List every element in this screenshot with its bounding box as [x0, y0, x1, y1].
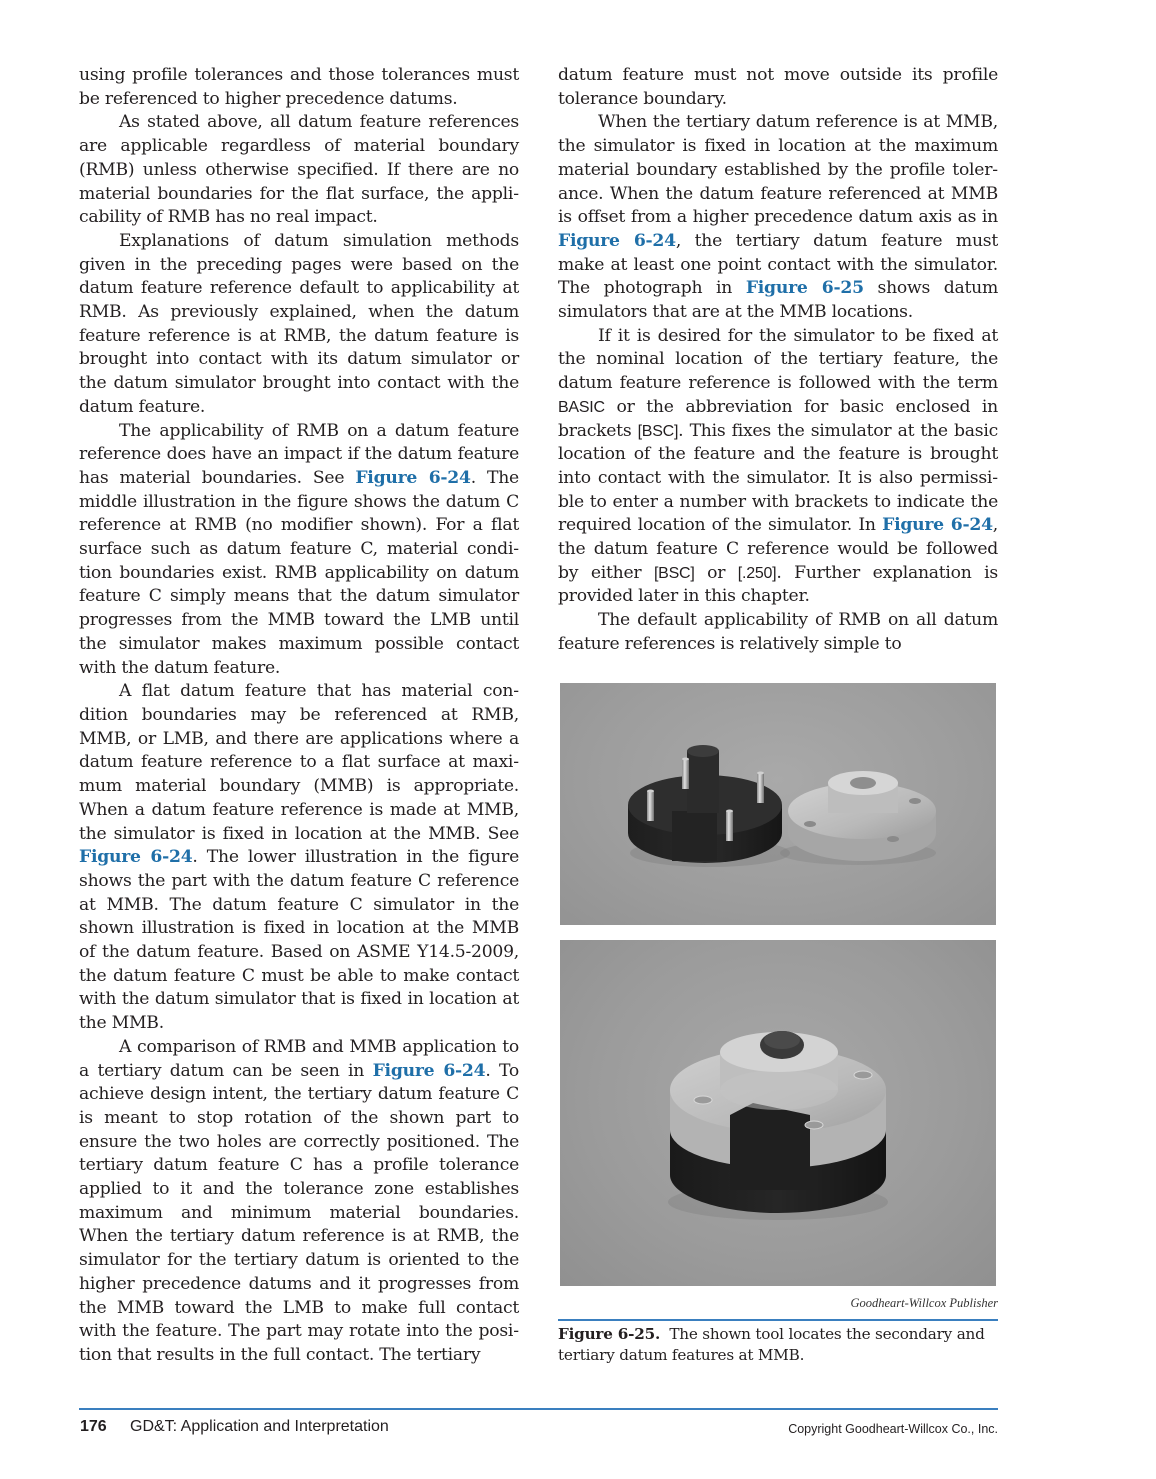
body-text: , the datum feature C reference would be followed by either: [558, 515, 998, 583]
figure-reference-link[interactable]: Figure 6-24: [79, 847, 193, 868]
body-text: . To achieve design intent, the tertiary datum feature C is meant to stop rotation of the shown part to ensure the two holes are correctly positioned. The tertiary datum feature C has a profile tolerance applied to it and the tolerance zone establishes maximum and minimum material boundaries. When the tertiary datum reference is at RMB, the simulator for the tertiary datum is oriented to the higher precedence datums and it progresses from the MMB toward the LMB to make full contact with the feature. The part may rotate into the position that results in the full contact. The tertiary: [79, 1060, 520, 1365]
figure-reference-link[interactable]: Figure 6-24: [882, 515, 993, 536]
body-paragraph: [79, 420, 519, 681]
part-mounted-on-simulator-photo: [560, 940, 996, 1286]
body-paragraph: [79, 230, 519, 420]
photo-credit: Goodheart-Willcox Publisher: [850, 1296, 998, 1310]
body-text: . The lower illustration in the figure shows the part with the datum feature C reference at MMB. The datum feature C simulator in the shown illustration is fixed in location at the MMB of the datum feature. Based on ASME Y14.5-2009, the datum feature C must be able to make contact with the datum simulator that is fixed in location at the MMB.: [79, 847, 520, 1034]
body-text: or the abbreviation for basic enclosed in brackets: [558, 396, 998, 441]
body-text: shows datum simulators that are at the MMB locations.: [558, 278, 998, 323]
body-text: If it is desired for the simulator to be fixed at the nominal location of the tertiary feature, the datum feature reference is followed with the term: [558, 325, 998, 394]
modifier-term: [BSC]: [637, 422, 679, 440]
modifier-term: [.250]: [737, 564, 777, 582]
body-text: When the tertiary datum reference is at MMB, the simulator is fixed in location at the maximum material boundary established by the profile tolerance. When the datum feature referenced at MMB is offset from a higher precedence datum axis as in: [558, 112, 998, 228]
figure-reference-link[interactable]: Figure 6-24: [372, 1060, 486, 1081]
body-text: . This fixes the simulator at the basic location of the feature and the feature is brought into contact with the simulator. It is also permissible to enter a number with brackets to indicate the required location of the simulator. In: [558, 420, 998, 536]
right-text-column: [558, 64, 998, 657]
body-text: The default applicability of RMB on all datum feature references is relatively simple to: [558, 610, 998, 654]
caption-rule: [558, 1319, 998, 1321]
simulator-and-part-separated-photo: [560, 683, 996, 925]
part-on-simulator-photo-illustration: [560, 940, 996, 1286]
body-text: . The middle illustration in the figure shows the datum C reference at RMB (no modifier shown). For a flat surface such as datum feature C, material condition boundaries exist. RMB applicability on datum feature C simply means that the datum simulator progresses from the MMB toward the LMB until the simulator makes maximum possible contact with the datum feature.: [79, 467, 519, 678]
modifier-term: BASIC: [558, 398, 605, 416]
body-paragraph: [79, 111, 519, 230]
body-text: A comparison of RMB and MMB application to a tertiary datum can be seen in: [79, 1036, 519, 1081]
body-text: The applicability of RMB on a datum feature reference does have an impact if the datum feature has material boundaries. See: [79, 420, 519, 488]
book-title: GD&T: Application and Interpretation: [130, 1418, 389, 1435]
body-text: . Further explanation is provided later in this chapter.: [558, 562, 999, 607]
figure-caption-label: Figure 6-25.: [558, 1325, 661, 1343]
body-paragraph: [79, 680, 519, 1036]
body-text: As stated above, all datum feature references are applicable regardless of material boundary (RMB) unless otherwise specified. If there are no material boundaries for the flat surface, the applicability of RMB has no real impact.: [79, 112, 519, 228]
page-number: 176: [80, 1418, 107, 1435]
left-text-column: [79, 64, 519, 1368]
body-text: using profile tolerances and those tolerances must be referenced to higher precedence datums.: [79, 65, 519, 109]
figure-reference-link[interactable]: Figure 6-24: [355, 467, 471, 488]
figure-reference-link[interactable]: Figure 6-25: [745, 278, 864, 299]
figure-caption: [558, 1324, 998, 1366]
body-text: , the tertiary datum feature must make at least one point contact with the simulator. The photograph in: [558, 230, 999, 299]
figure-reference-link[interactable]: Figure 6-24: [558, 230, 676, 251]
footer-rule: [79, 1408, 998, 1410]
body-paragraph: [79, 64, 519, 111]
simulator-and-part-photo-illustration: [560, 683, 996, 925]
body-paragraph: [558, 325, 998, 609]
body-text: datum feature must not move outside its profile tolerance boundary.: [558, 65, 998, 109]
copyright-notice: Copyright Goodheart-Willcox Co., Inc.: [788, 1422, 998, 1436]
body-paragraph: [558, 64, 998, 111]
body-paragraph: [79, 1036, 519, 1368]
modifier-term: [BSC]: [653, 564, 695, 582]
body-paragraph: [558, 609, 998, 656]
body-text: A flat datum feature that has material condition boundaries may be referenced at RMB, MMB, or LMB, and there are applications where a datum feature reference to a flat surface at maximum material boundary (MMB) is appropriate. When a datum feature reference is made at MMB, the simulator is fixed in location at the MMB. See: [79, 681, 519, 844]
body-text: or: [694, 562, 738, 583]
figure-caption-text: The shown tool locates the secondary and tertiary datum features at MMB.: [558, 1325, 985, 1364]
body-paragraph: [558, 111, 998, 324]
body-text: Explanations of datum simulation methods given in the preceding pages were based on the datum feature reference default to applicability at RMB. As previously explained, when the datum feature reference is at RMB, the datum feature is brought into contact with its datum simulator or the datum simulator brought into contact with the datum feature.: [79, 230, 519, 417]
